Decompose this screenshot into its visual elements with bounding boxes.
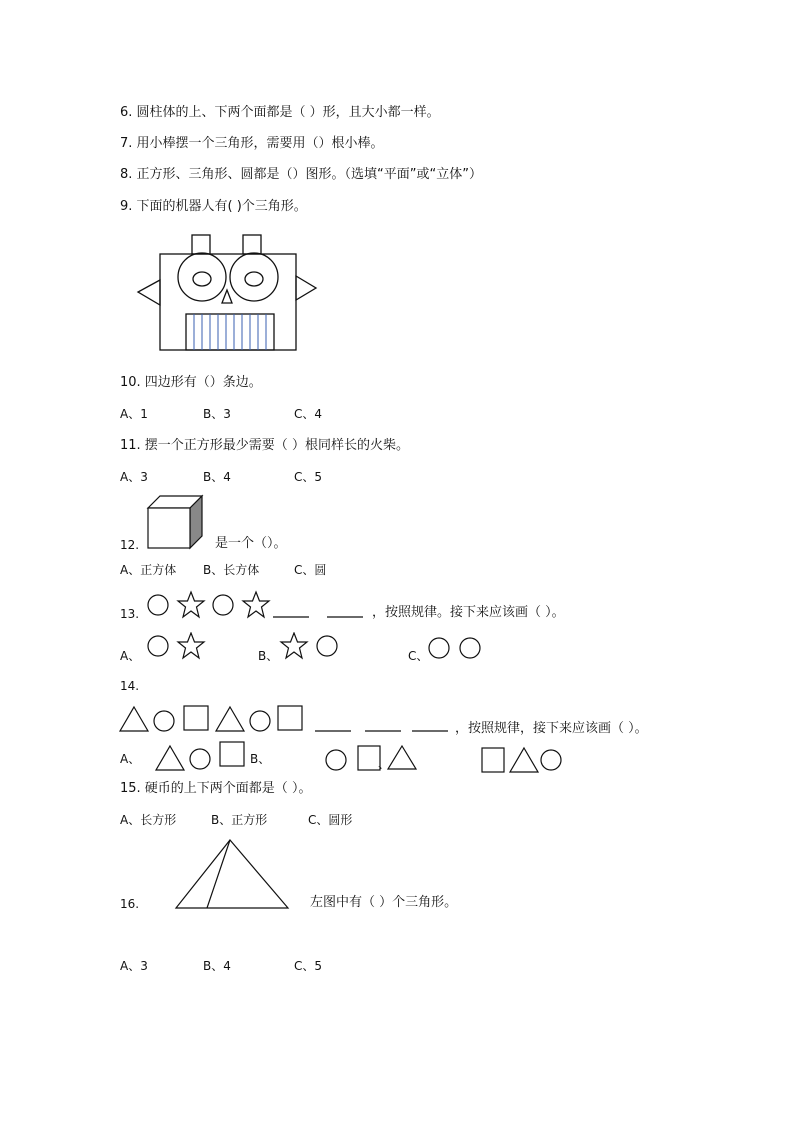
question-16: 左图中有（ ）个三角形。 <box>310 895 458 910</box>
question-13: ，按照规律。接下来应该画（ ）。 <box>372 605 565 620</box>
question-12-number: 12. <box>120 538 140 552</box>
q12-option-c[interactable]: C、圆 <box>294 563 327 577</box>
q14-option-a[interactable]: A、 <box>120 752 141 766</box>
q14-option-b-shapes <box>324 742 420 774</box>
triangle-figure <box>172 836 294 912</box>
q14-option-b[interactable]: B、 <box>250 752 271 766</box>
q10-option-c[interactable]: C、4 <box>294 407 323 421</box>
question-15: 15. 硬币的上下两个面都是（ ）。 <box>120 781 312 796</box>
q10-option-a[interactable]: A、1 <box>120 407 148 421</box>
robot-figure <box>136 232 320 354</box>
q13-option-c-shapes <box>426 634 486 662</box>
q14-pattern <box>118 704 458 734</box>
q16-option-b[interactable]: B、4 <box>203 959 231 973</box>
q15-option-c[interactable]: C、圆形 <box>308 813 353 827</box>
q11-option-c[interactable]: C、5 <box>294 470 323 484</box>
q14-option-a-shapes <box>154 740 246 772</box>
question-8: 8. 正方形、三角形、圆都是（）图形。（选填“平面”或“立体”） <box>120 167 482 182</box>
question-6: 6. 圆柱体的上、下两个面都是（ ）形，且大小都一样。 <box>120 105 440 120</box>
q15-option-a[interactable]: A、长方形 <box>120 813 177 827</box>
q14-option-c-shapes[interactable] <box>480 744 566 776</box>
question-9: 9. 下面的机器人有( )个三角形。 <box>120 199 307 214</box>
q11-option-a[interactable]: A、3 <box>120 470 148 484</box>
q12-option-b[interactable]: B、长方体 <box>203 563 260 577</box>
q16-option-a[interactable]: A、3 <box>120 959 148 973</box>
q16-option-c[interactable]: C、5 <box>294 959 323 973</box>
q13-option-b-shapes <box>278 632 340 662</box>
question-10: 10. 四边形有（）条边。 <box>120 375 262 390</box>
q13-pattern <box>146 590 376 620</box>
question-12: 是一个（）。 <box>215 536 287 551</box>
q13-option-a[interactable]: A、 <box>120 649 141 663</box>
q13-option-c[interactable]: C、 <box>408 649 429 663</box>
cube-figure <box>146 494 204 550</box>
question-7: 7. 用小棒摆一个三角形，需要用（）根小棒。 <box>120 136 384 151</box>
q13-option-b[interactable]: B、 <box>258 649 279 663</box>
question-11: 11. 摆一个正方形最少需要（ ）根同样长的火柴。 <box>120 438 409 453</box>
q13-option-a-shapes <box>146 632 208 662</box>
question-14: ，按照规律，接下来应该画（ ）。 <box>455 721 648 736</box>
q15-option-b[interactable]: B、正方形 <box>211 813 268 827</box>
q14-option-b-separator: 、 <box>378 757 391 771</box>
question-13-number: 13. <box>120 607 140 621</box>
q11-option-b[interactable]: B、4 <box>203 470 231 484</box>
question-14-number: 14. <box>120 679 140 693</box>
q10-option-b[interactable]: B、3 <box>203 407 231 421</box>
q12-option-a[interactable]: A、正方体 <box>120 563 177 577</box>
question-16-number: 16. <box>120 897 140 911</box>
